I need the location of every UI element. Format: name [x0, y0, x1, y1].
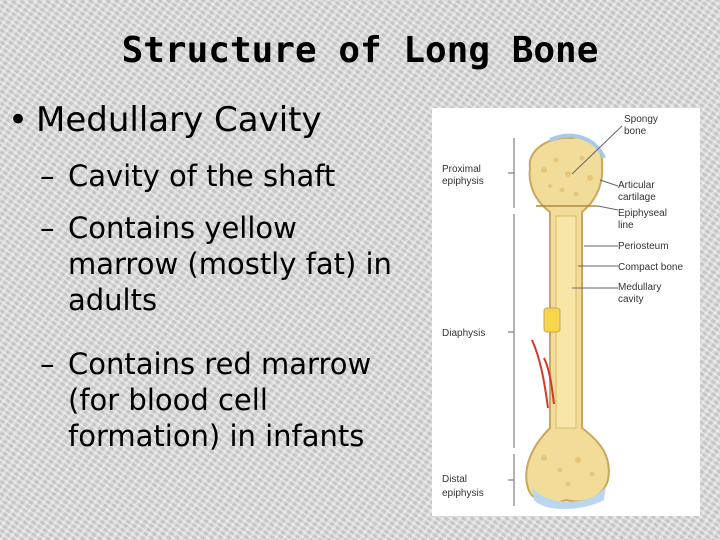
- label-epiphyseal-1: Epiphyseal: [618, 208, 667, 219]
- sub-bullet-dash: –: [40, 211, 55, 245]
- label-articular-2: cartilage: [618, 192, 656, 203]
- sub-bullet-1: [40, 158, 410, 194]
- sub-bullet-text: Contains yellow marrow (mostly fat) in adults: [68, 211, 392, 317]
- label-proximal-2: epiphysis: [442, 176, 484, 187]
- main-bullet-text: Medullary Cavity: [36, 100, 322, 140]
- bullet-marker: •: [8, 100, 29, 140]
- label-proximal-1: Proximal: [442, 164, 481, 175]
- label-articular-1: Articular: [618, 180, 655, 191]
- sub-bullet-text: Contains red marrow (for blood cell formation) in infants: [68, 347, 372, 453]
- sub-bullet-text: Cavity of the shaft: [68, 159, 336, 193]
- label-spongy-2: bone: [624, 126, 647, 137]
- left-brackets: [508, 138, 514, 506]
- label-distal-2: epiphysis: [442, 488, 484, 499]
- yellow-marrow-plug: [544, 308, 560, 332]
- long-bone-diagram: [432, 108, 700, 516]
- label-distal-1: Distal: [442, 474, 468, 485]
- label-spongy-1: Spongy: [624, 114, 658, 125]
- sub-bullet-2: [40, 210, 410, 318]
- label-medullary-1: Medullary: [618, 282, 662, 293]
- sub-bullet-dash: –: [40, 347, 55, 381]
- label-diaphysis: Diaphysis: [442, 328, 486, 339]
- bone-illustration: [432, 108, 700, 516]
- slide-title: Structure of Long Bone: [121, 30, 599, 71]
- label-periosteum: Periosteum: [618, 241, 669, 252]
- sub-bullet-dash: –: [40, 159, 55, 193]
- main-bullet: [8, 100, 322, 140]
- label-epiphyseal-2: line: [618, 220, 634, 231]
- label-medullary-2: cavity: [618, 294, 644, 305]
- sub-bullet-3: [40, 346, 410, 454]
- label-compact-bone: Compact bone: [618, 262, 684, 273]
